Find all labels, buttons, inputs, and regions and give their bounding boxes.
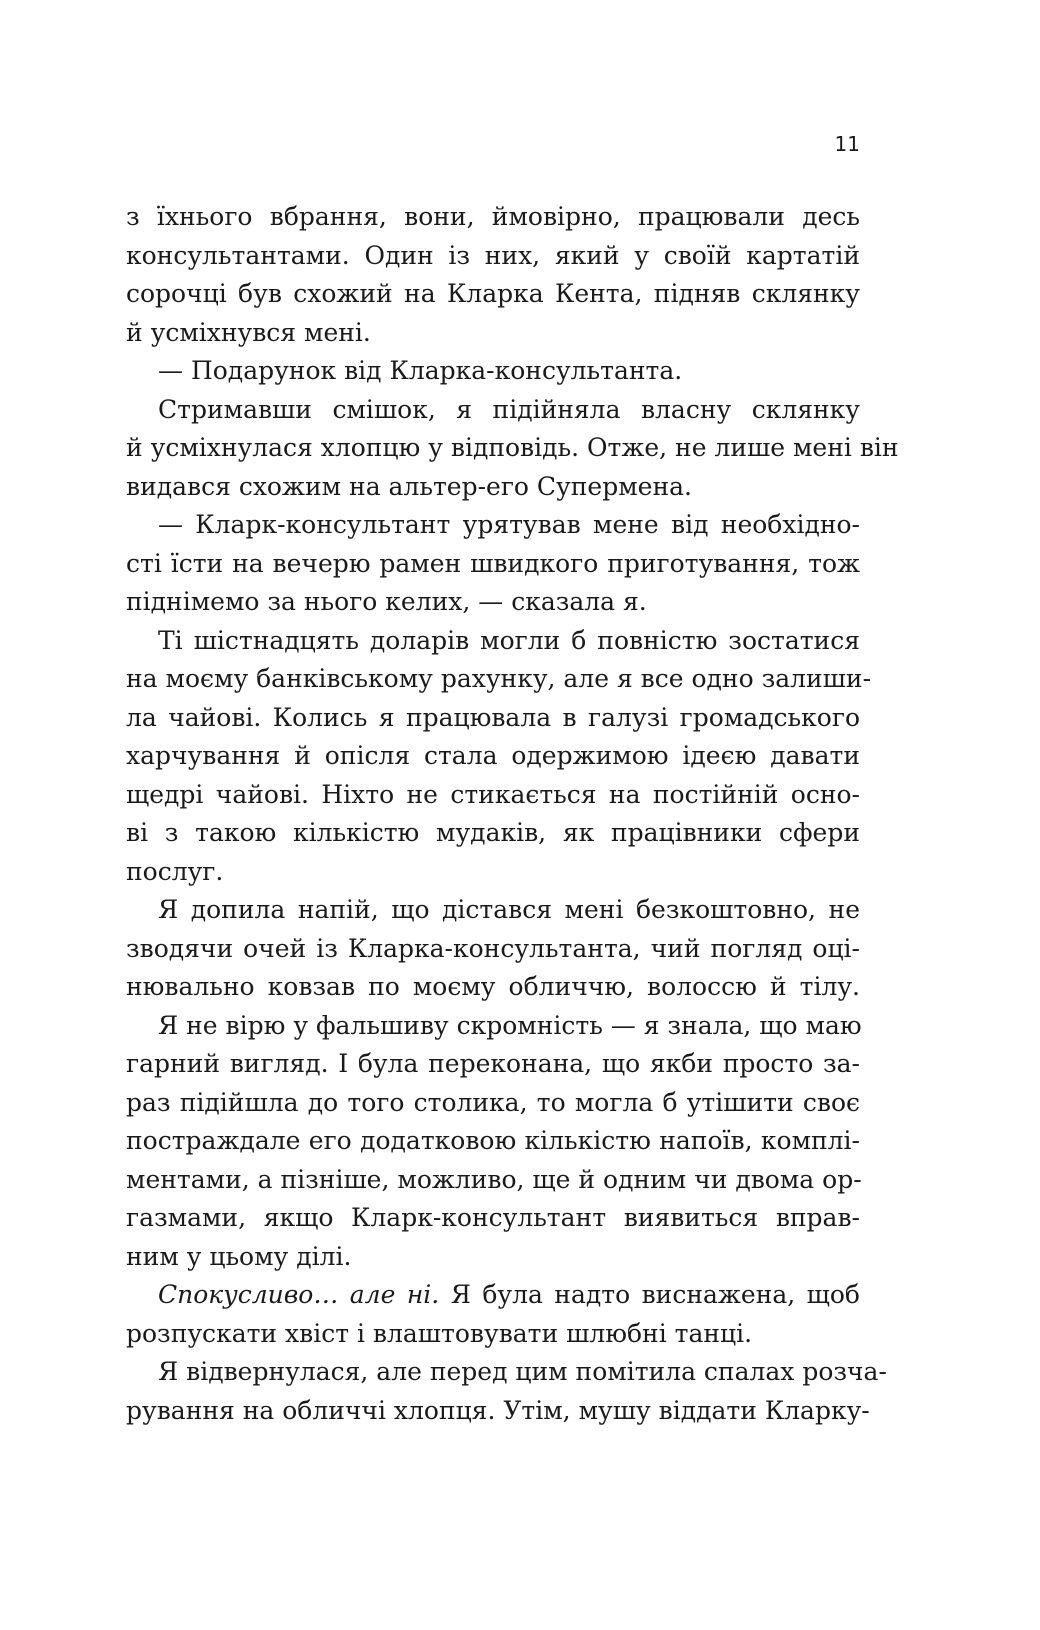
text-line: піднімемо за нього келих, — сказала я. xyxy=(126,587,647,616)
text-line: на моєму банківському рахунку, але я все одно залиши- xyxy=(126,664,872,693)
text-line: сті їсти на вечерю рамен швидкого приготування, тож xyxy=(126,548,860,578)
text-line: харчування й опісля стала одержимою ідеєю давати xyxy=(126,741,860,770)
text-line xyxy=(126,1276,860,1315)
text-line: ла чайові. Колись я працювала в галузі громадського xyxy=(126,702,860,732)
text-line: консультантами. Один із них, який у своїй картатій xyxy=(126,240,860,270)
text-line: розпускати хвіст і влаштовувати шлюбні танці. xyxy=(126,1318,753,1348)
body-text xyxy=(126,198,899,1430)
text-line: й усміхнулася хлопцю у відповідь. Отже, не лише мені він xyxy=(126,433,899,462)
text-line: послуг. xyxy=(126,856,224,886)
text-line: — Кларк-консультант урятував мене від необхідно- xyxy=(158,510,860,539)
italic-phrase: Спокусливо… але ні. xyxy=(158,1280,440,1309)
text-line: щедрі чайові. Ніхто не стикається на постійній осно- xyxy=(126,779,860,809)
text-line: з їхнього вбрання, вони, ймовірно, працювали десь xyxy=(126,202,860,231)
text-line: рування на обличчі хлопця. Утім, мушу віддати Кларку- xyxy=(126,1395,870,1425)
text-line: газмами, якщо Кларк-консультант виявиться вправ- xyxy=(126,1203,860,1232)
text-line: — Подарунок від Кларка-консультанта. xyxy=(158,356,683,385)
line-rest: Я була надто виснажена, щоб xyxy=(439,1280,860,1309)
text-line: Я допила напій, що дістався мені безкоштовно, не xyxy=(158,895,860,924)
text-line: ментами, а пізніше, можливо, ще й одним чи двома ор- xyxy=(126,1164,862,1194)
text-line: постраждале его додатковою кількістю напоїв, комплі- xyxy=(126,1126,860,1155)
text-line: видався схожим на альтер-его Супермена. xyxy=(126,471,692,501)
text-line: Я не вірю у фальшиву скромність — я знала, що маю xyxy=(158,1010,862,1040)
text-line: Я відвернулася, але перед цим помітила спалах розча- xyxy=(158,1357,887,1386)
page-number: 11 xyxy=(834,132,860,156)
text-line: нювально ковзав по моєму обличчю, волоссю й тілу. xyxy=(126,972,860,1001)
text-line: ним у цьому ділі. xyxy=(126,1241,352,1271)
text-line: й усміхнувся мені. xyxy=(126,317,371,347)
text-line: ві з такою кількістю мудаків, як працівники сфери xyxy=(126,818,860,847)
text-line: раз підійшла до того столика, то могла б утішити своє xyxy=(126,1087,860,1117)
text-line: сорочці був схожий на Кларка Кента, підняв склянку xyxy=(126,279,860,308)
text-line: Ті шістнадцять доларів могли б повністю зостатися xyxy=(158,625,860,655)
text-line: зводячи очей із Кларка-консультанта, чий погляд оці- xyxy=(126,933,860,963)
text-line: гарний вигляд. І була переконана, що якби просто за- xyxy=(126,1049,860,1078)
text-line: Стримавши смішок, я підійняла власну склянку xyxy=(158,394,860,424)
